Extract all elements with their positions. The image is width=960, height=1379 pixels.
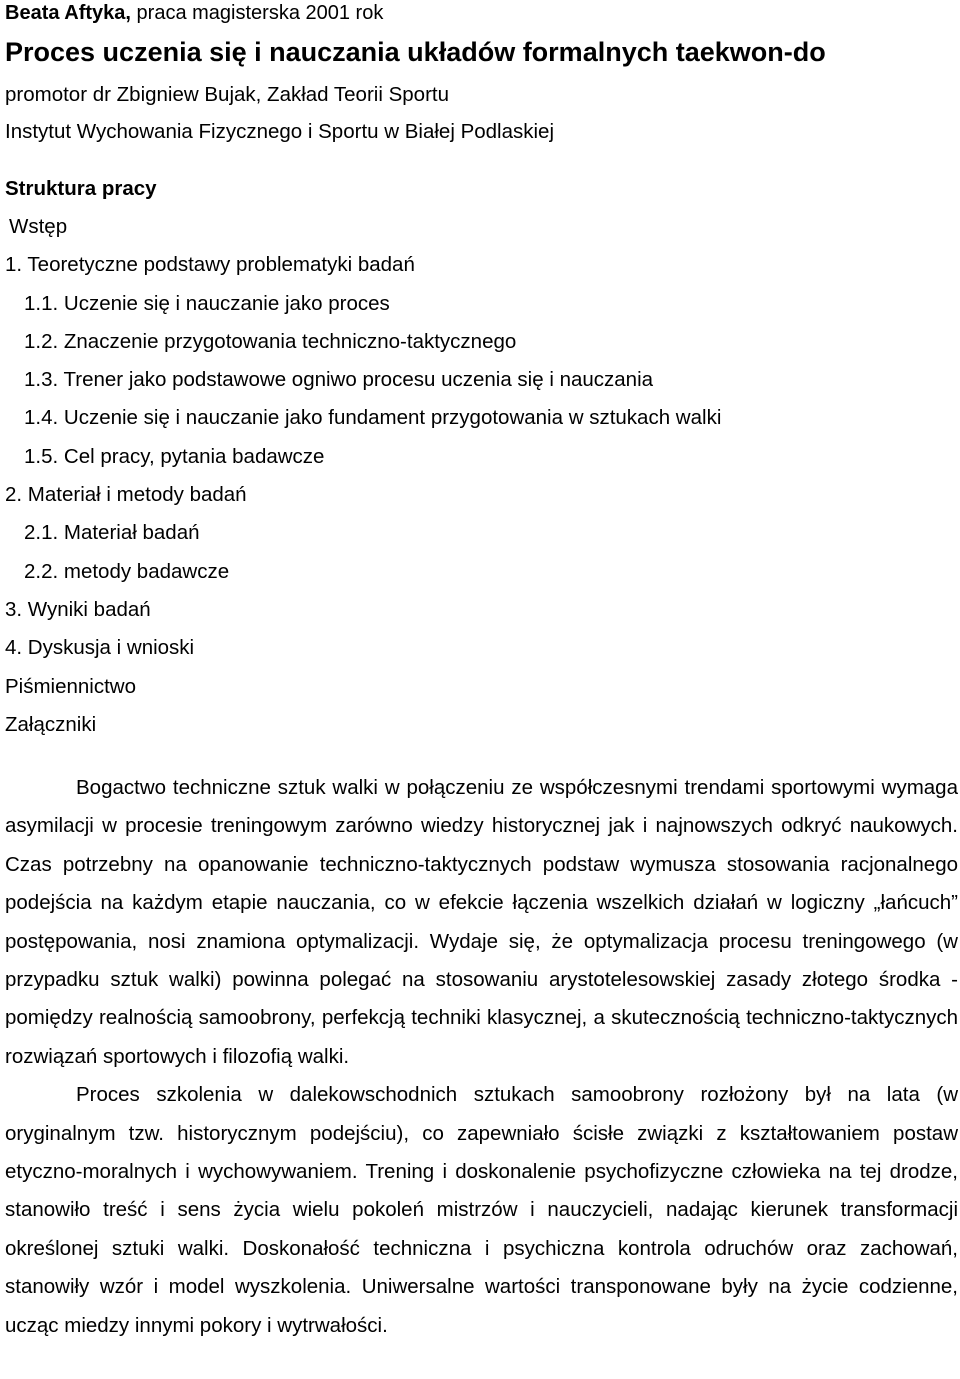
toc-item: 2.2. metody badawcze bbox=[24, 559, 230, 583]
toc-item: 1.4. Uczenie się i nauczanie jako fundament przygotowania w sztukach walki bbox=[24, 406, 722, 430]
author-line bbox=[5, 0, 383, 26]
toc-item: 1.2. Znaczenie przygotowania techniczno-taktycznego bbox=[24, 329, 517, 353]
toc-item: 1.5. Cel pracy, pytania badawcze bbox=[24, 444, 325, 468]
toc-heading: Struktura pracy bbox=[5, 177, 157, 200]
toc-item: 1.3. Trener jako podstawowe ogniwo procesu uczenia się i nauczania bbox=[24, 368, 654, 392]
toc-item: 2. Materiał i metody badań bbox=[5, 483, 247, 507]
toc-item: Wstęp bbox=[9, 215, 68, 238]
institute-line: Instytut Wychowania Fizycznego i Sportu w Białej Podlaskiej bbox=[5, 120, 555, 143]
toc-item: 3. Wyniki badań bbox=[5, 597, 151, 621]
table-of-contents bbox=[0, 212, 721, 748]
toc-item: Załączniki bbox=[5, 712, 97, 736]
toc-item: 1. Teoretyczne podstawy problematyki badań bbox=[5, 253, 415, 277]
thesis-type-year: praca magisterska 2001 rok bbox=[130, 2, 384, 24]
toc-item: Piśmiennictwo bbox=[5, 674, 137, 698]
author-name: Beata Aftyka, bbox=[5, 2, 131, 24]
toc-item: 2.1. Materiał badań bbox=[24, 521, 200, 545]
document-title: Proces uczenia się i nauczania układów formalnych taekwon-do bbox=[5, 37, 826, 67]
body-text bbox=[5, 769, 958, 1345]
body-paragraph: Bogactwo techniczne sztuk walki w połączeniu ze współczesnymi trendami sportowymi wymaga asymilacji w procesie treningowym zarówno wiedzy historycznej jak i najnowszych odkryć naukowych. Czas potrzebny na opanowanie techniczno-taktycznych podstaw wymusza stosowania racjonalnego podejścia na każdym etapie nauczania, co w efekcie łączenia wszelkich działań w logiczny „łańcuch” postępowania, nosi znamiona optymalizacji. Wydaje się, że optymalizacja procesu treningowego (w przypadku sztuk walki) powinna polegać na stosowaniu arystotelesowskiej zasady złotego środka - pomiędzy realnością samoobrony, perfekcją techniki klasycznej, a skutecznością techniczno-taktycznych rozwiązań sportowych i filozofią walki. bbox=[5, 776, 958, 1068]
toc-item: 4. Dyskusja i wnioski bbox=[5, 636, 195, 660]
body-paragraph: Proces szkolenia w dalekowschodnich sztukach samoobrony rozłożony był na lata (w oryginalnym tzw. historycznym podejściu), co zapewniało ścisłe związki z kształtowaniem postaw etyczno-moralnych i wychowywaniem. Trening i doskonalenie psychofizyczne człowieka na tej drodze, stanowiło treść i sens życia wielu pokoleń mistrzów i nauczycieli, nadając kierunek transformacji określonej sztuki walki. Doskonałość techniczna i psychiczna kontrola odruchów oraz zachowań, stanowiły wzór i model wyszkolenia. Uniwersalne wartości transponowane były na życie codzienne, ucząc miedzy innymi pokory i wytrwałości. bbox=[5, 1083, 958, 1337]
toc-item: 1.1. Uczenie się i nauczanie jako proces bbox=[24, 291, 390, 315]
promoter-line: promotor dr Zbigniew Bujak, Zakład Teorii Sportu bbox=[5, 83, 449, 106]
